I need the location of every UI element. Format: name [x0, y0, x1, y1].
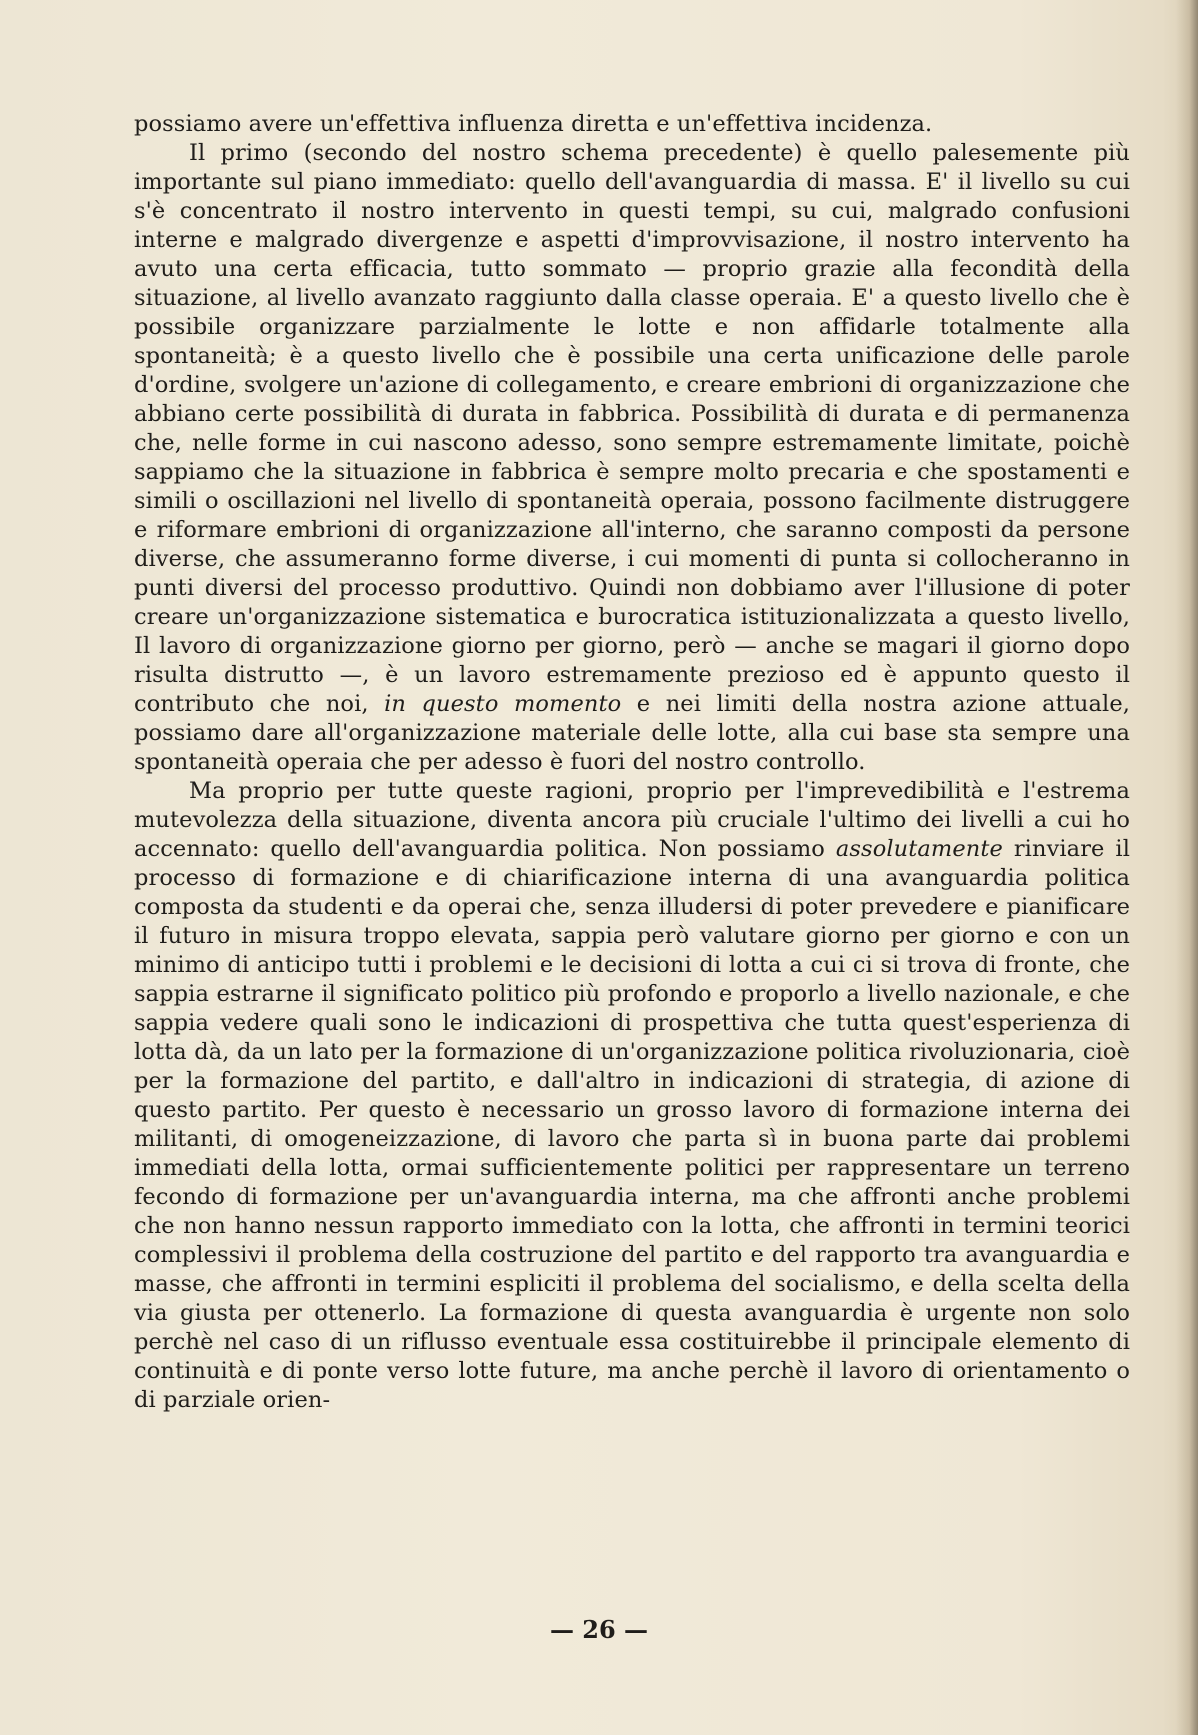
body-text [134, 110, 1130, 1415]
paragraph-2 [134, 139, 1130, 777]
paragraph-3-italic: assolutamente [835, 836, 1003, 862]
paragraph-2-text-b: e nei limiti della nostra azione attuale, possiamo dare all'organizzazione materiale delle lotte, alla cui base sta sempre una spontaneità operaia che per adesso è fuori del nostro controllo. [134, 691, 1130, 775]
page-edge-shadow [1176, 0, 1198, 1735]
page-number: — 26 — [549, 1615, 649, 1644]
paragraph-3-text-b: rinviare il processo di formazione e di chiarificazione interna di una avanguardia politica composta da studenti e da operai che, senza illudersi di poter prevedere e pianificare il futuro in misura troppo elevata, sappia però valutare giorno per giorno e con un minimo di anticipo tutti i problemi e le decisioni di lotta a cui ci si trova di fronte, che sappia estrarne il significato politico più profondo e proporlo a livello nazionale, e che sappia vedere quali sono le indicazioni di prospettiva che tutta quest'esperienza di lotta dà, da un lato per la formazione di un'organizzazione politica rivoluzionaria, cioè per la formazione del partito, e dall'altro in indicazioni di strategia, di azione di questo partito. Per questo è necessario un grosso lavoro di formazione interna dei militanti, di omogeneizzazione, di lavoro che parta sì in buona parte dai problemi immediati della lotta, ormai sufficientemente politici per rappresentare un terreno fecondo di formazione per un'avanguardia interna, ma che affronti anche problemi che non hanno nessun rapporto immediato con la lotta, che affronti in termini teorici complessivi il problema della costruzione del partito e del rapporto tra avanguardia e masse, che affronti in termini espliciti il problema del socialismo, e della scelta della via giusta per ottenerlo. La formazione di questa avanguardia è urgente non solo perchè nel caso di un riflusso eventuale essa costituirebbe il principale elemento di continuità e di ponte verso lotte future, ma anche perchè il lavoro di orientamento o di parziale orien- [134, 836, 1130, 1413]
paragraph-3-text-a: Ma proprio per tutte queste ragioni, proprio per l'imprevedibilità e l'estrema mutevolezza della situazione, diventa ancora più cruciale l'ultimo dei livelli a cui ho accennato: quello dell'avanguardia politica. Non possiamo [134, 778, 1130, 862]
paragraph-2-text-a: Il primo (secondo del nostro schema precedente) è quello palesemente più importante sul piano immediato: quello dell'avanguardia di massa. E' il livello su cui s'è concentrato il nostro intervento in questi tempi, su cui, malgrado confusioni interne e malgrado divergenze e aspetti d'improvvisazione, il nostro intervento ha avuto una certa efficacia, tutto sommato — proprio grazie alla fecondità della situazione, al livello avanzato raggiunto dalla classe operaia. E' a questo livello che è possibile organizzare parzialmente le lotte e non affidarle totalmente alla spontaneità; è a questo livello che è possibile una certa unificazione delle parole d'ordine, svolgere un'azione di collegamento, e creare embrioni di organizzazione che abbiano certe possibilità di durata in fabbrica. Possibilità di durata e di permanenza che, nelle forme in cui nascono adesso, sono sempre estremamente limitate, poichè sappiamo che la situazione in fabbrica è sempre molto precaria e che spostamenti e simili o oscillazioni nel livello di spontaneità operaia, possono facilmente distruggere e riformare embrioni di organizzazione all'interno, che saranno composti da persone diverse, che assumeranno forme diverse, i cui momenti di punta si collocheranno in punti diversi del processo produttivo. Quindi non dobbiamo aver l'illusione di poter creare un'organizzazione sistematica e burocratica istituzionalizzata a questo livello, Il lavoro di organizzazione giorno per giorno, però — anche se magari il giorno dopo risulta distrutto —, è un lavoro estremamente prezioso ed è appunto questo il contributo che noi, [134, 140, 1130, 717]
paragraph-1 [134, 110, 1130, 139]
paragraph-1-text: possiamo avere un'effettiva influenza diretta e un'effettiva incidenza. [134, 111, 933, 137]
paragraph-3 [134, 777, 1130, 1415]
paragraph-2-italic: in questo momento [384, 691, 622, 717]
